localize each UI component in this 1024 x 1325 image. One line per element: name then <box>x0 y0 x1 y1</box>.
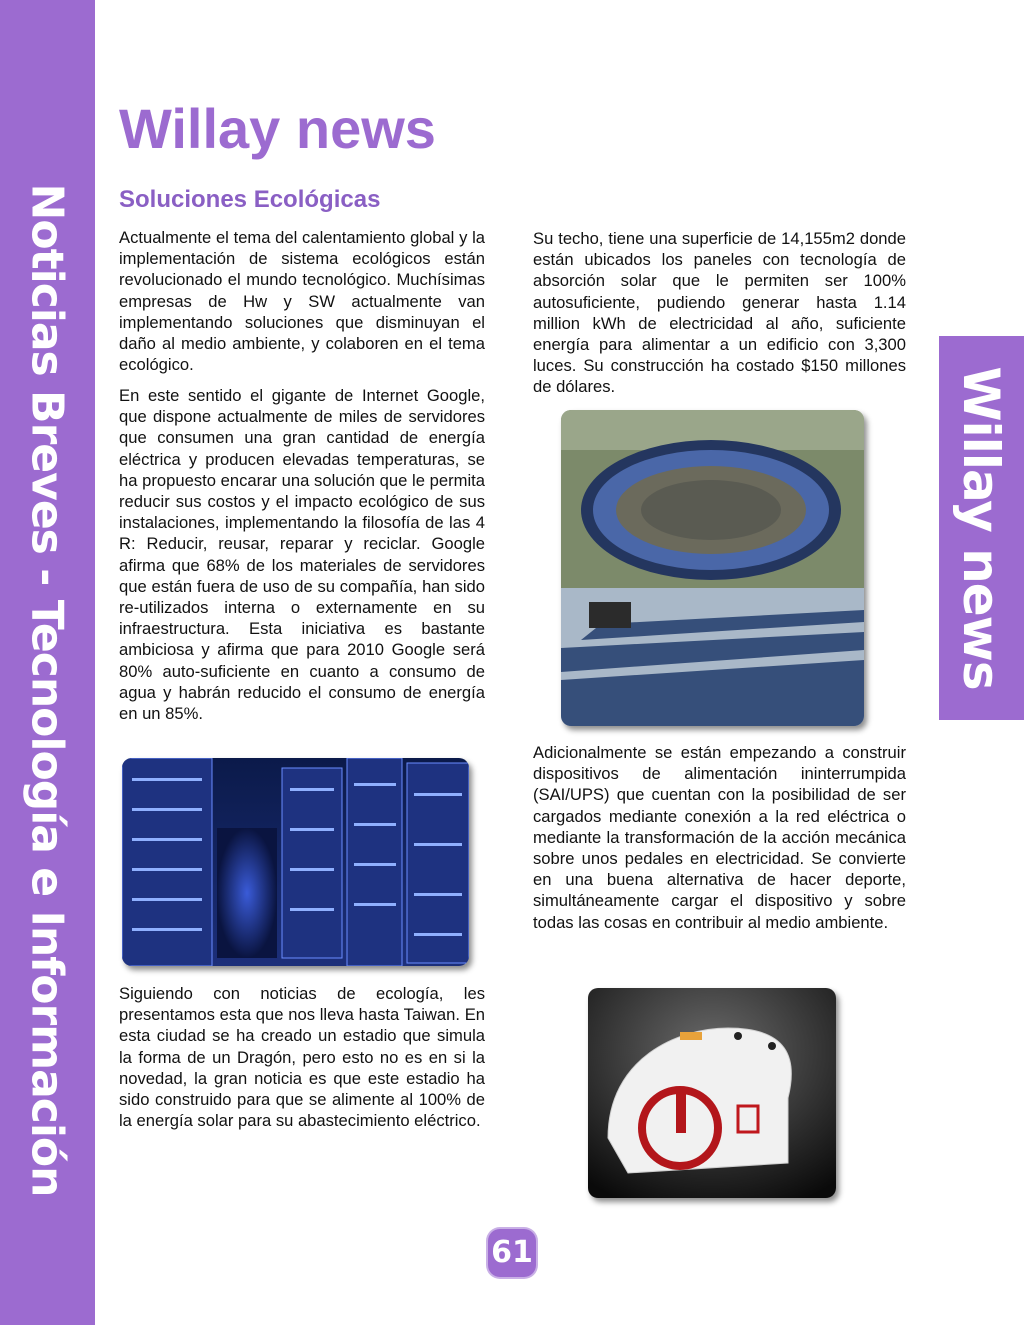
paragraph-text: Actualmente el tema del calentamiento global y la implementación de sistema ecológicos están revolucionado el mundo tecnológico. Muchísimas empresas de Hw y SW actualmente van implementando soluciones que disminuyan el daño al medio ambiente, y colaboren en el tema ecológico. <box>119 228 485 375</box>
article-paragraph-taiwan <box>119 983 485 1131</box>
sidebar-vertical-title: Noticias Breves - Tecnología e Información <box>21 183 73 1197</box>
right-section-tab <box>939 336 1024 720</box>
server-room-photo <box>122 758 469 966</box>
left-sidebar-band <box>0 0 95 1325</box>
paragraph-text: En este sentido el gigante de Internet Google, que dispone actualmente de miles de servidores que consumen una gran cantidad de energía eléctrica y producen elevadas temperaturas, se ha propuesto encarar una solución que le permita reducir sus costos y el impacto ecológico de sus instalaciones, implementando la filosofía de las 4 R: Reducir, reusar, reparar y reciclar. Google afirma que 68% de los materiales de servidores que están fuera de uso de su compañía, han sido re-utilizados interna o externamente en su infraestructura. Esta iniciativa es bastante ambiciosa y afirma que para 2010 Google será 80% auto-suficiente en cuanto a consumo de agua y habrán reducido el consumo de energía en un 85%. <box>119 386 485 724</box>
article-paragraph-intro <box>119 227 485 375</box>
article-paragraph-ups <box>533 742 906 933</box>
page-title: Willay news <box>119 97 436 160</box>
paragraph-text: Adicionalmente se están empezando a construir dispositivos de alimentación ininterrumpida (SAI/UPS) que cuentan con la posibilidad de ser cargados mediante conexión a la red eléctrica o mediante la transformación de la acción mecánica sobre unos pedales en electricidad. Se convierte en una buena alternativa de hacer deporte, simultáneamente cargar el dispositivo y sobre todas las cosas en contribuir al medio ambiente. <box>533 743 906 932</box>
section-subtitle: Soluciones Ecológicas <box>119 186 381 213</box>
paragraph-text: Siguiendo con noticias de ecología, les presentamos esta que nos lleva hasta Taiwan. En esta ciudad se ha creado un estadio que simula la forma de un Dragón, pero esto no es en si la novedad, la gran noticia es que este estadio ha sido construido para que se alimente al 100% de la energía solar para su abastecimiento eléctrico. <box>119 984 485 1131</box>
pedal-ups-device-photo <box>588 988 836 1198</box>
page-number-badge: 61 <box>488 1229 536 1277</box>
article-paragraph-roof <box>533 228 906 398</box>
solar-stadium-photo <box>561 410 864 726</box>
right-tab-label: Willay news <box>952 366 1010 690</box>
paragraph-text: Su techo, tiene una superficie de 14,155m2 donde están ubicados los paneles con tecnología de absorción solar que le permiten ser 100% autosuficiente, pudiendo generar hasta 1.14 million kWh de electricidad al año, suficiente energía para alimentar a un edificio con 3,300 luces. Su construcción ha costado $150 millones de dólares. <box>533 229 906 397</box>
article-paragraph-google <box>119 385 485 724</box>
